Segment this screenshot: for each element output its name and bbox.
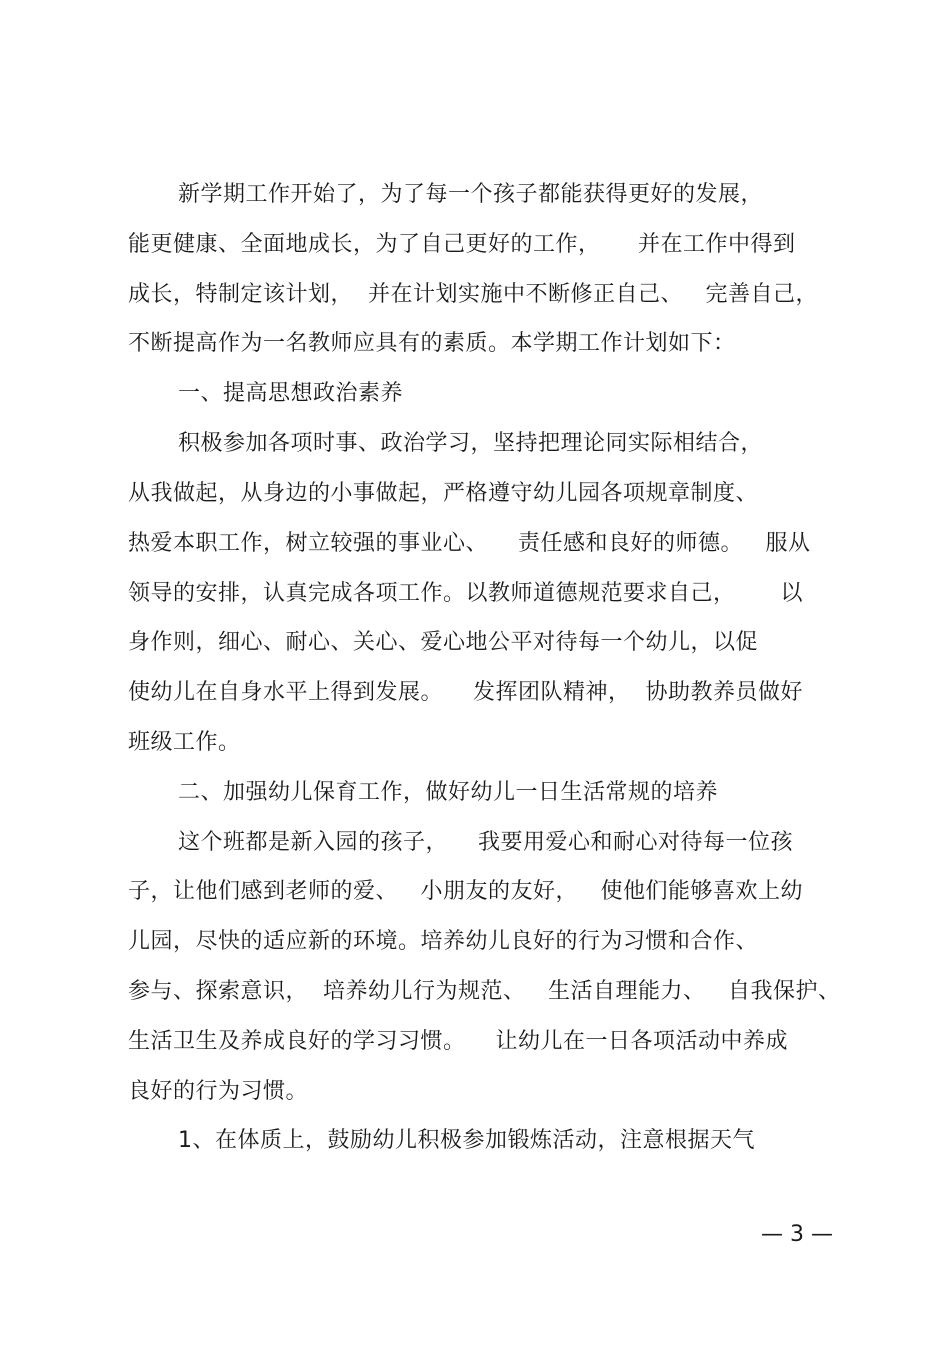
section-heading: 二、加强幼儿保育工作，做好幼儿一日生活常规的培养 [178,780,719,805]
paragraph-line: 良好的行为习惯。 [128,1079,309,1104]
paragraph-line: 领导的安排，认真完成各项工作。以教师道德规范要求自己， 以 [128,581,803,606]
paragraph-line: 新学期工作开始了，为了每一个孩子都能获得更好的发展， [178,182,764,207]
paragraph-line: 儿园，尽快的适应新的环境。培养幼儿良好的行为习惯和合作、 [128,929,759,954]
paragraph-line: 积极参加各项时事、政治学习，坚持把理论同实际相结合， [178,431,764,456]
paragraph-line: 能更健康、全面地成长，为了自己更好的工作， 并在工作中得到 [128,232,796,257]
paragraph-line: 成长，特制定该计划， 并在计划实施中不断修正自己、 完善自己， [128,282,818,307]
paragraph-line: 从我做起，从身边的小事做起，严格遵守幼儿园各项规章制度、 [128,481,759,506]
paragraph-line: 生活卫生及养成良好的学习习惯。 让幼儿在一日各项活动中养成 [128,1029,788,1054]
paragraph-line: 使幼儿在自身水平上得到发展。 发挥团队精神， 协助教养员做好 [128,680,803,705]
paragraph-line: 子，让他们感到老师的爱、 小朋友的友好， 使他们能够喜欢上幼 [128,879,803,904]
paragraph-line: 这个班都是新入园的孩子， 我要用爱心和耐心对待每一位孩 [178,830,793,855]
paragraph-line: 1、在体质上，鼓励幼儿积极参加锻炼活动，注意根据天气 [178,1128,755,1153]
paragraph-line: 不断提高作为一名教师应具有的素质。本学期工作计划如下： [128,331,736,356]
page-number: — 3 — [761,1222,833,1247]
section-heading: 一、提高思想政治素养 [178,381,404,406]
paragraph-line: 身作则，细心、耐心、关心、爱心地公平对待每一个幼儿，以促 [128,630,759,655]
paragraph-line: 参与、探索意识， 培养幼儿行为规范、 生活自理能力、 自我保护、 [128,979,841,1004]
paragraph-line: 班级工作。 [128,730,241,755]
paragraph-line: 热爱本职工作，树立较强的事业心、 责任感和良好的师德。 服从 [128,531,811,556]
